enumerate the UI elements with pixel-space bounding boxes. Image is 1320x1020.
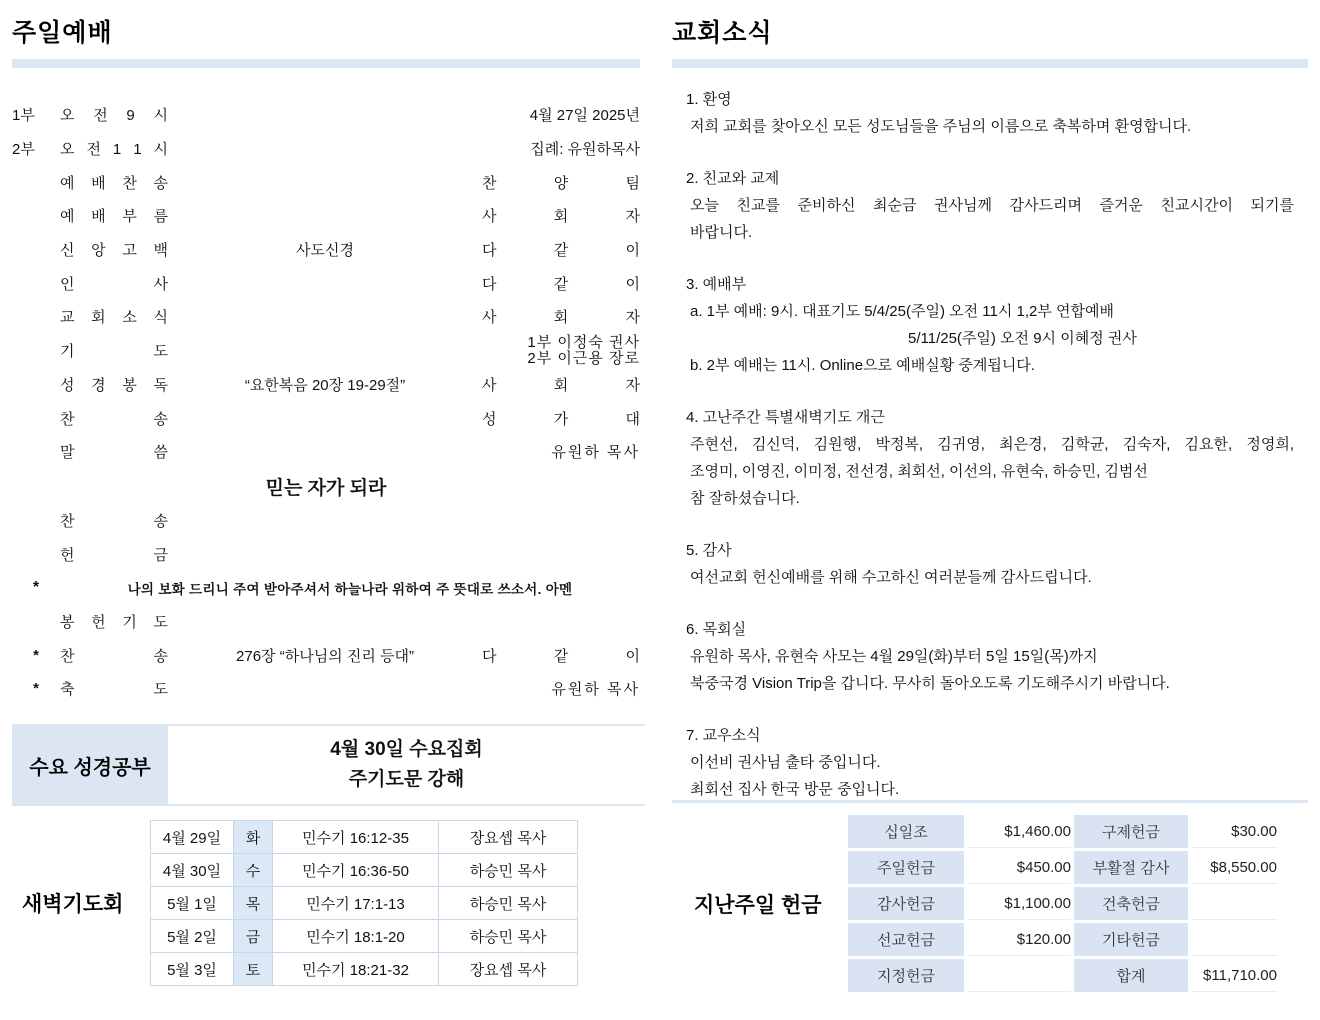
order-item-assignee: 사 회 자 — [482, 208, 640, 226]
table-row — [151, 854, 578, 887]
news-line: b. 2부 예배는 11시. Online으로 예배실황 중계됩니다. — [690, 357, 1035, 374]
section-divider — [672, 800, 1308, 803]
table-row — [151, 953, 578, 986]
order-item-assignee: 유원하 목사 — [551, 681, 640, 699]
table-row — [848, 923, 1277, 956]
table-row — [848, 959, 1277, 992]
dawn-prayer-table — [150, 820, 578, 986]
date-cell: 4월 29일 — [151, 821, 234, 854]
order-row — [12, 638, 640, 672]
order-row — [12, 165, 640, 199]
order-row — [12, 300, 640, 334]
news-heading: 7. 교우소식 — [686, 727, 761, 744]
worship-order-list — [12, 98, 640, 706]
scripture-cell: 민수기 18:1-20 — [273, 920, 439, 953]
order-item-assignee: 다 같 이 — [482, 275, 640, 293]
order-item-label: 예 배 찬 송 — [60, 174, 168, 192]
sermon-title: 믿는 자가 되라 — [265, 477, 387, 499]
wednesday-bible-study-body — [168, 726, 645, 804]
order-item-label: 오 전 1 1 시 — [60, 141, 168, 159]
news-line: 여선교회 헌신예배를 위해 수고하신 여러분들께 감사드립니다. — [690, 569, 1092, 586]
service-part-label: 2부 — [12, 141, 35, 159]
order-item-label: 축 도 — [60, 681, 168, 699]
news-item-welcome — [672, 86, 1308, 140]
order-item-assignee: 찬 양 팀 — [482, 174, 640, 192]
news-heading: 6. 목회실 — [686, 621, 747, 638]
offertory-quote: 나의 보화 드리니 주여 받아주셔서 하늘나라 위하여 주 뜻대로 쓰소서. 아멘 — [127, 581, 573, 597]
day-cell: 수 — [234, 854, 273, 887]
order-item-label: 봉 헌 기 도 — [60, 613, 168, 631]
order-row — [12, 605, 640, 639]
news-line: 유원하 목사, 유현숙 사모는 4월 29일(화)부터 5일 15일(목)까지 — [690, 648, 1098, 665]
order-row — [12, 504, 640, 538]
offering-amount-cell: $1,100.00 — [967, 887, 1071, 920]
day-cell: 목 — [234, 887, 273, 920]
dawn-prayer-section — [12, 820, 640, 986]
day-cell: 금 — [234, 920, 273, 953]
order-row — [12, 266, 640, 300]
news-line: 오늘 친교를 준비하신 최순금 권사님께 감사드리며 즐거운 친교시간이 되기를 — [690, 197, 1294, 214]
date-cell: 4월 30일 — [151, 854, 234, 887]
service-part-label: 1부 — [12, 107, 35, 125]
order-row — [12, 233, 640, 267]
prayer-leader-1: 1부 이정숙 권사 — [527, 333, 640, 351]
order-row — [12, 401, 640, 435]
order-row — [12, 537, 640, 571]
offering-type-cell: 부활절 감사 — [1074, 851, 1188, 884]
offering-amount-cell — [1191, 923, 1277, 956]
news-line: 참 잘하셨습니다. — [690, 490, 800, 507]
order-item-content: 사도신경 — [296, 242, 354, 260]
offering-amount-cell — [967, 959, 1071, 992]
order-item-label: 교 회 소 식 — [60, 309, 168, 327]
news-line: 저희 교회를 찾아오신 모든 성도님들을 주님의 이름으로 축복하며 환영합니다. — [690, 118, 1192, 135]
news-item-dawn-prayer-attendance — [672, 404, 1308, 512]
order-item-label: 찬 송 — [60, 410, 168, 428]
news-line: 이선비 권사님 출타 중입니다. — [690, 754, 881, 771]
table-row — [151, 887, 578, 920]
order-row — [12, 199, 640, 233]
news-item-member-news — [672, 722, 1308, 803]
offering-type-cell: 감사헌금 — [848, 887, 964, 920]
offering-type-cell: 기타헌금 — [1074, 923, 1188, 956]
order-item-label: 신 앙 고 백 — [60, 242, 168, 260]
order-row — [12, 132, 640, 166]
wednesday-bible-study-label: 수요 성경공부 — [12, 726, 168, 804]
order-row-prayer — [12, 334, 640, 368]
order-row — [12, 672, 640, 706]
offering-amount-cell: $8,550.00 — [1191, 851, 1277, 884]
order-row — [12, 368, 640, 402]
wednesday-topic-line: 주기도문 강해 — [348, 769, 465, 790]
order-item-assignee: 다 같 이 — [482, 647, 640, 665]
order-row — [12, 98, 640, 132]
news-heading: 1. 환영 — [686, 91, 732, 108]
order-item-assignee — [482, 335, 640, 367]
offering-section — [672, 812, 1308, 995]
leader-cell: 하승민 목사 — [439, 854, 578, 887]
offertory-quote-row — [12, 571, 640, 605]
offering-type-cell: 건축헌금 — [1074, 887, 1188, 920]
news-line: 최회선 집사 한국 방문 중입니다. — [690, 781, 900, 798]
worship-title: 주일예배 — [12, 19, 113, 47]
order-item-label: 인 사 — [60, 275, 168, 293]
order-item-assignee: 다 같 이 — [482, 242, 640, 260]
order-item-content: “요한복음 20장 19-29절” — [244, 376, 406, 394]
wednesday-bible-study — [12, 724, 645, 806]
order-item-label: 성 경 봉 독 — [60, 376, 168, 394]
news-heading: 5. 감사 — [686, 542, 732, 559]
date-cell: 5월 3일 — [151, 953, 234, 986]
offering-label: 지난주일 헌금 — [694, 893, 822, 917]
news-item-pastoral-office — [672, 616, 1308, 697]
date-cell: 5월 1일 — [151, 887, 234, 920]
order-item-assignee: 성 가 대 — [482, 410, 640, 428]
scripture-cell: 민수기 16:36-50 — [273, 854, 439, 887]
wednesday-meeting-line: 4월 30일 수요집회 — [330, 739, 483, 760]
asterisk-marker: * — [32, 578, 40, 596]
order-item-assignee: 사 회 자 — [482, 376, 640, 394]
scripture-cell: 민수기 16:12-35 — [273, 821, 439, 854]
news-section — [672, 14, 1308, 985]
news-list — [672, 86, 1308, 803]
scripture-cell: 민수기 18:21-32 — [273, 953, 439, 986]
order-item-label: 헌 금 — [60, 546, 168, 564]
table-row — [848, 851, 1277, 884]
order-item-assignee: 집례: 유원하목사 — [530, 141, 640, 159]
title-underline-bar — [12, 59, 640, 68]
news-heading: 4. 고난주간 특별새벽기도 개근 — [686, 409, 885, 426]
news-line: 5/11/25(주일) 오전 9시 이혜정 권사 — [908, 330, 1137, 347]
leader-cell: 장요셉 목사 — [439, 953, 578, 986]
date-cell: 5월 2일 — [151, 920, 234, 953]
order-item-assignee: 사 회 자 — [482, 309, 640, 327]
offering-table — [845, 812, 1280, 995]
offering-amount-cell: $30.00 — [1191, 815, 1277, 848]
offering-type-cell: 주일헌금 — [848, 851, 964, 884]
order-item-label: 찬 송 — [60, 512, 168, 530]
news-heading: 2. 친교와 교제 — [686, 170, 780, 187]
news-line: 조영미, 이영진, 이미정, 전선경, 최회선, 이선의, 유현숙, 하승민, 김범선 — [690, 463, 1148, 480]
dawn-prayer-label: 새벽기도회 — [22, 893, 124, 916]
order-row — [12, 435, 640, 469]
order-item-label: 예 배 부 름 — [60, 208, 168, 226]
news-line: a. 1부 예배: 9시. 대표기도 5/4/25(주일) 오전 11시 1,2부 연합예배 — [690, 303, 1114, 320]
worship-section — [12, 14, 640, 979]
news-item-thanks — [672, 537, 1308, 591]
order-item-label: 찬 송 — [60, 647, 168, 665]
table-row — [151, 920, 578, 953]
order-item-label: 말 씀 — [60, 444, 168, 462]
order-item-label: 오 전 9 시 — [60, 107, 168, 125]
table-row — [848, 815, 1277, 848]
order-item-label: 기 도 — [60, 343, 168, 361]
offering-type-cell: 구제헌금 — [1074, 815, 1188, 848]
offering-amount-cell: $120.00 — [967, 923, 1071, 956]
order-item-assignee: 4월 27일 2025년 — [529, 107, 640, 125]
day-cell: 화 — [234, 821, 273, 854]
leader-cell: 하승민 목사 — [439, 887, 578, 920]
news-heading: 3. 예배부 — [686, 276, 747, 293]
news-item-worship-dept — [672, 271, 1308, 379]
table-row — [848, 887, 1277, 920]
leader-cell: 하승민 목사 — [439, 920, 578, 953]
asterisk-marker: * — [33, 646, 39, 664]
offering-type-cell: 합계 — [1074, 959, 1188, 992]
day-cell: 토 — [234, 953, 273, 986]
news-line: 주현선, 김신덕, 김원행, 박정복, 김귀영, 최은경, 김학균, 김숙자, 김요한, 정영희, — [690, 436, 1294, 453]
order-item-content: 276장 “하나님의 진리 등대” — [236, 647, 414, 665]
offering-amount-cell: $1,460.00 — [967, 815, 1071, 848]
leader-cell: 장요셉 목사 — [439, 821, 578, 854]
offering-amount-cell: $11,710.00 — [1191, 959, 1277, 992]
offering-type-cell: 선교헌금 — [848, 923, 964, 956]
scripture-cell: 민수기 17:1-13 — [273, 887, 439, 920]
offering-type-cell: 지정헌금 — [848, 959, 964, 992]
news-title: 교회소식 — [672, 19, 773, 47]
table-row — [151, 821, 578, 854]
offering-type-cell: 십일조 — [848, 815, 964, 848]
news-line: 북중국경 Vision Trip을 갑니다. 무사히 돌아오도록 기도해주시기 바랍니다. — [690, 675, 1170, 692]
order-item-assignee: 유원하 목사 — [551, 444, 640, 462]
offering-amount-cell — [1191, 887, 1277, 920]
news-item-fellowship — [672, 165, 1308, 246]
asterisk-marker: * — [33, 680, 39, 698]
offering-amount-cell: $450.00 — [967, 851, 1071, 884]
news-line: 바랍니다. — [690, 224, 753, 241]
prayer-leader-2: 2부 이근용 장로 — [527, 349, 640, 367]
title-underline-bar — [672, 59, 1308, 68]
